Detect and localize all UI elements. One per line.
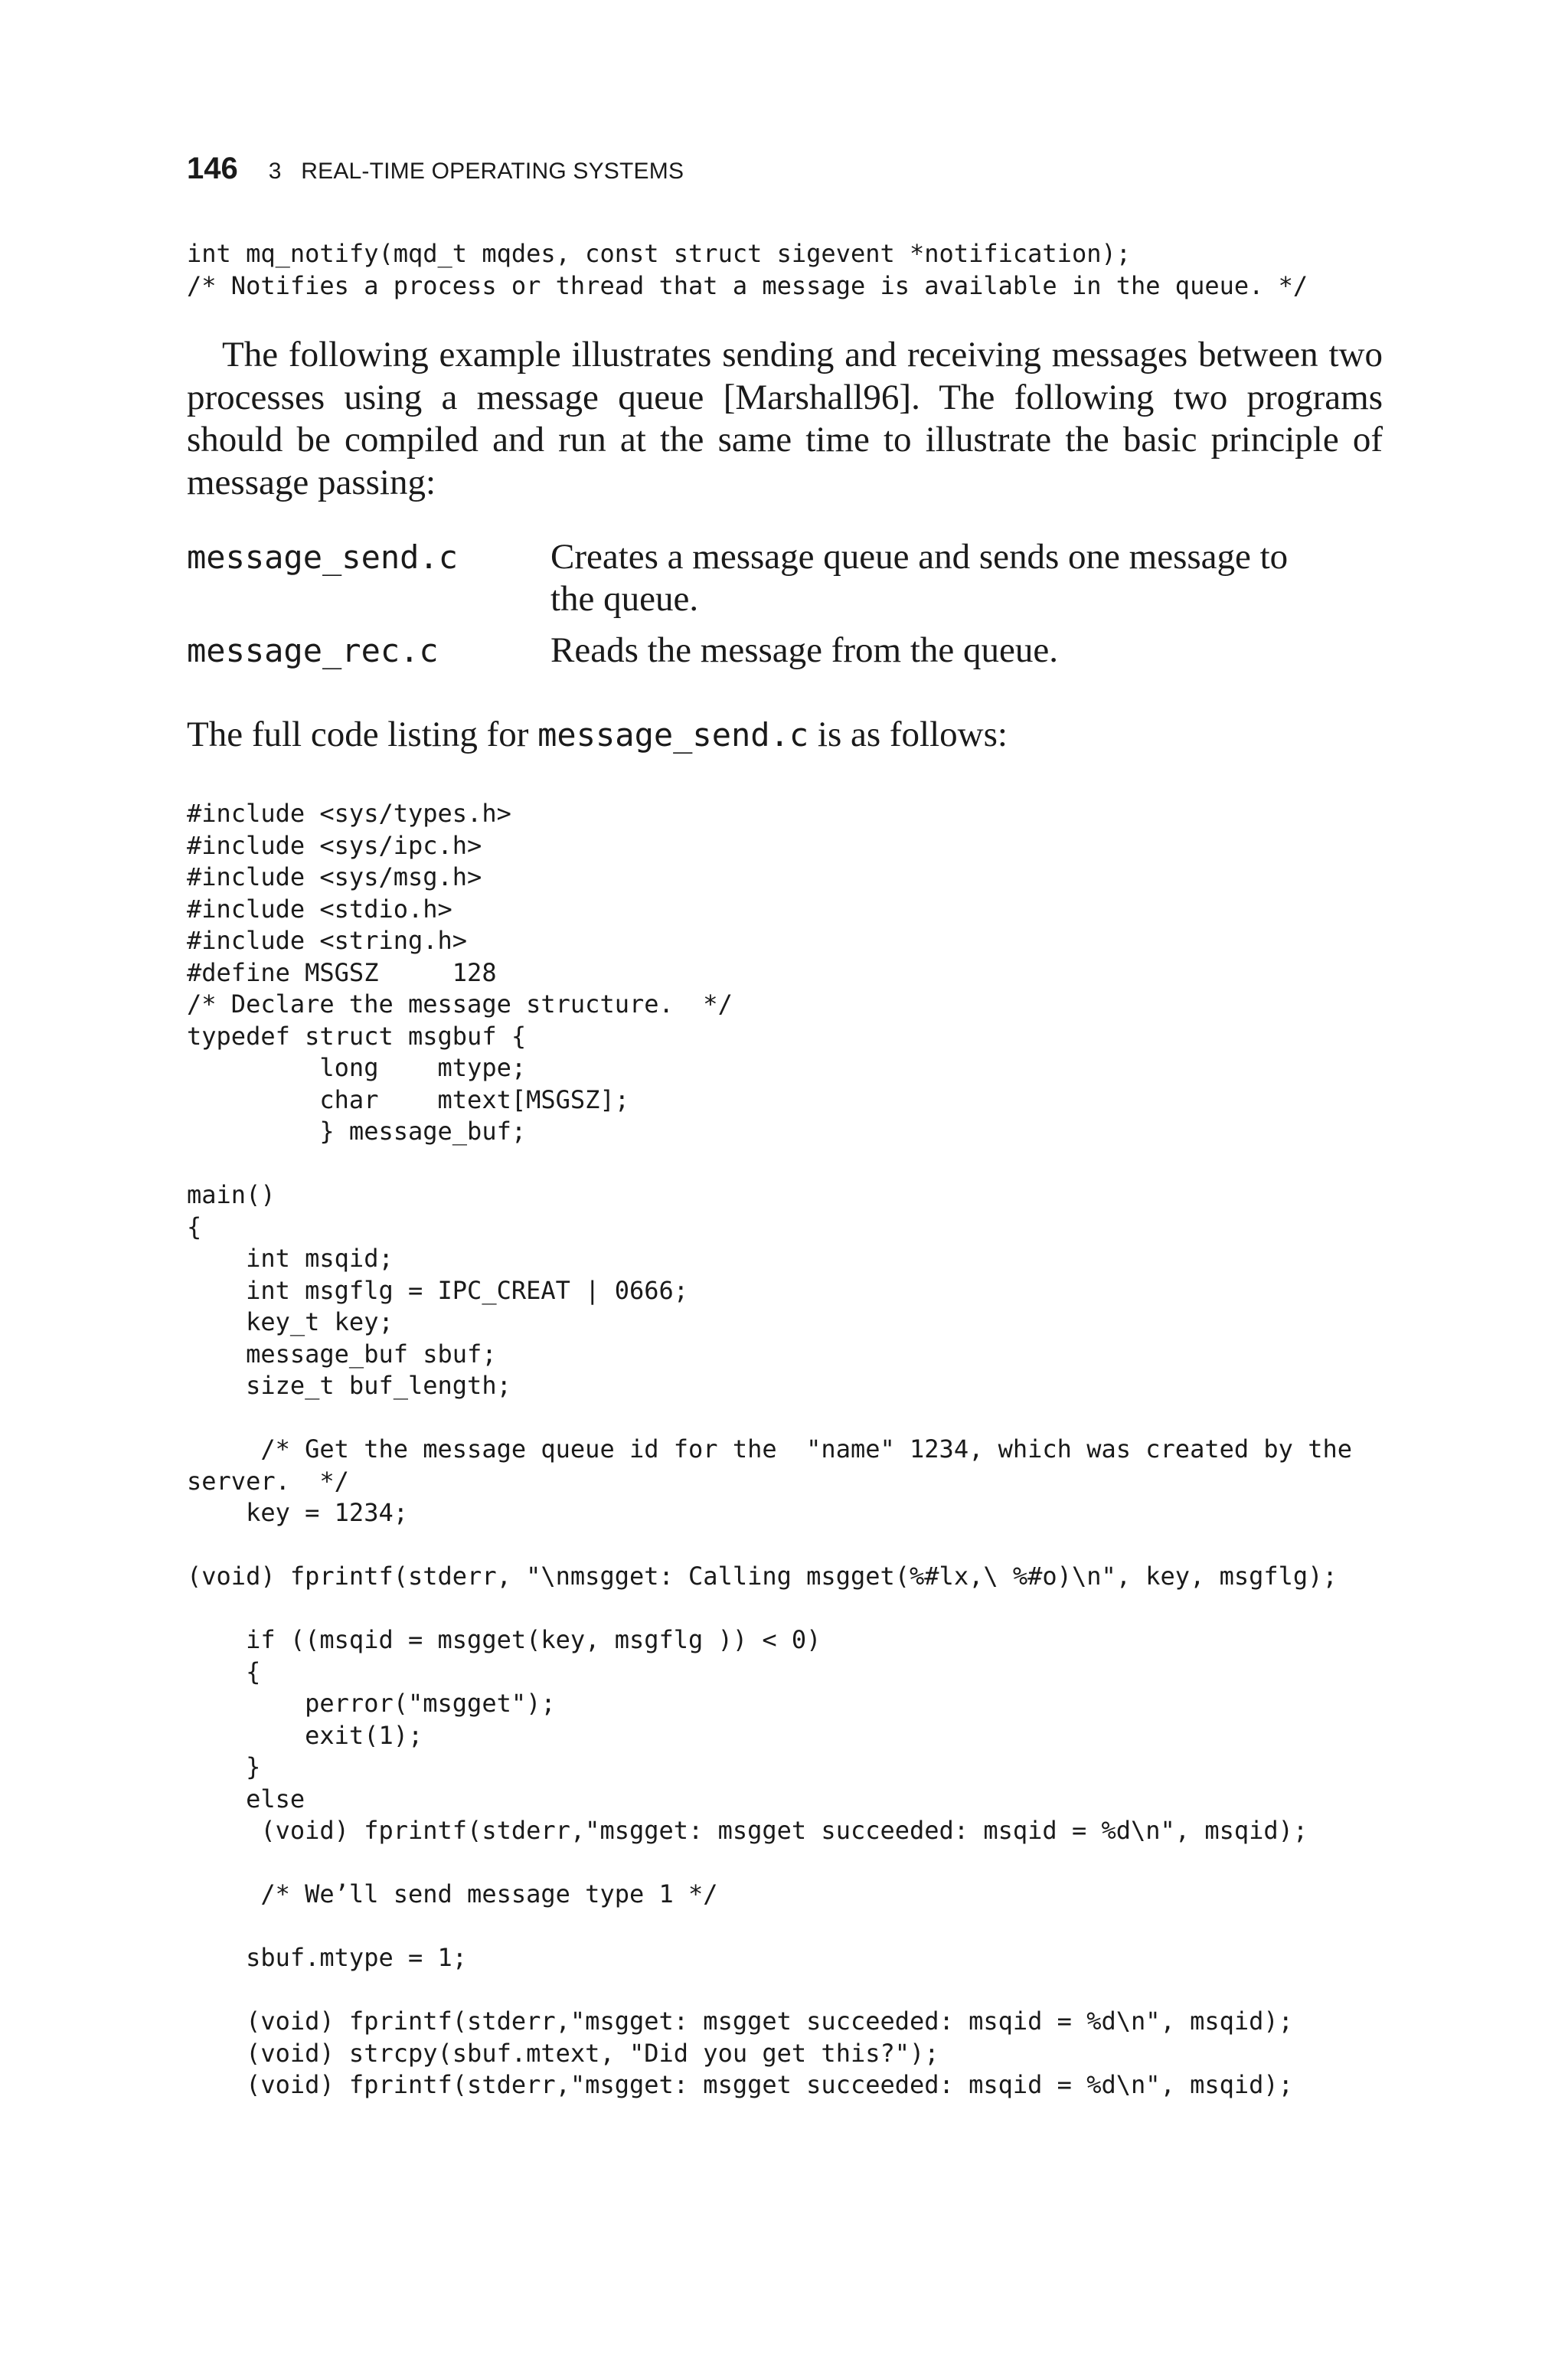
code-listing-message-send: #include <sys/types.h> #include <sys/ipc.h> #include <sys/msg.h> #include <stdio.h> #include <string.h> #define MSGSZ 128 /* Declare the message structure. */ typedef struct msgbuf { long mtype; char mtext[MSGSZ]; } message_buf; main() { int msqid; int msgflg = IPC_CREAT | 0666; key_t key; message_buf sbuf; size_t buf_length; /* Get the message queue id for the "name" 1234, which was created by the server. */ key = 1234; (void) fprintf(stderr, "\nmsgget: Calling msgget(%#lx,\ %#o)\n", key, msgflg); if ((msqid = msgget(key, msgflg )) < 0) { perror("msgget"); exit(1); } else (void) fprintf(stderr,"msgget: msgget succeeded: msqid = %d\n", msqid); /* We’ll send message type 1 */ sbuf.mtype = 1; (void) fprintf(stderr,"msgget: msgget succeeded: msqid = %d\n", msqid); (void) strcpy(sbuf.mtext, "Did you get this?"); (void) fprintf(stderr,"msgget: msgget succeeded: msqid = %d\n", msqid); [187,799,1352,2099]
program-description: Reads the message from the queue. [550,630,1059,670]
program-list [187,536,1383,672]
running-header [187,152,684,198]
page-number: 146 [187,152,238,185]
program-description: Creates a message queue and sends one message to the queue. [550,537,1289,619]
program-name: message_send.c [187,538,459,576]
lead-in-text-end: is as follows: [808,715,1008,754]
program-row [187,536,1383,620]
program-name: message_rec.c [187,632,439,669]
program-row [187,620,1383,672]
lead-in-text: The full code listing for [187,715,538,754]
inline-code-filename: message_send.c [537,716,809,754]
listing-lead-in [187,714,1383,757]
chapter-title: 3 REAL-TIME OPERATING SYSTEMS [268,159,684,184]
mq-notify-prototype: int mq_notify(mqd_t mqdes, const struct sigevent *notification); /* Notifies a process or thread that a message is available in the queue. */ [187,239,1308,300]
intro-paragraph: The following example illustrates sending and receiving messages between two processes using a message queue [Marshall96]. The following two programs should be compiled and run at the same time to illustrate the basic principle of message passing: [187,335,1383,502]
